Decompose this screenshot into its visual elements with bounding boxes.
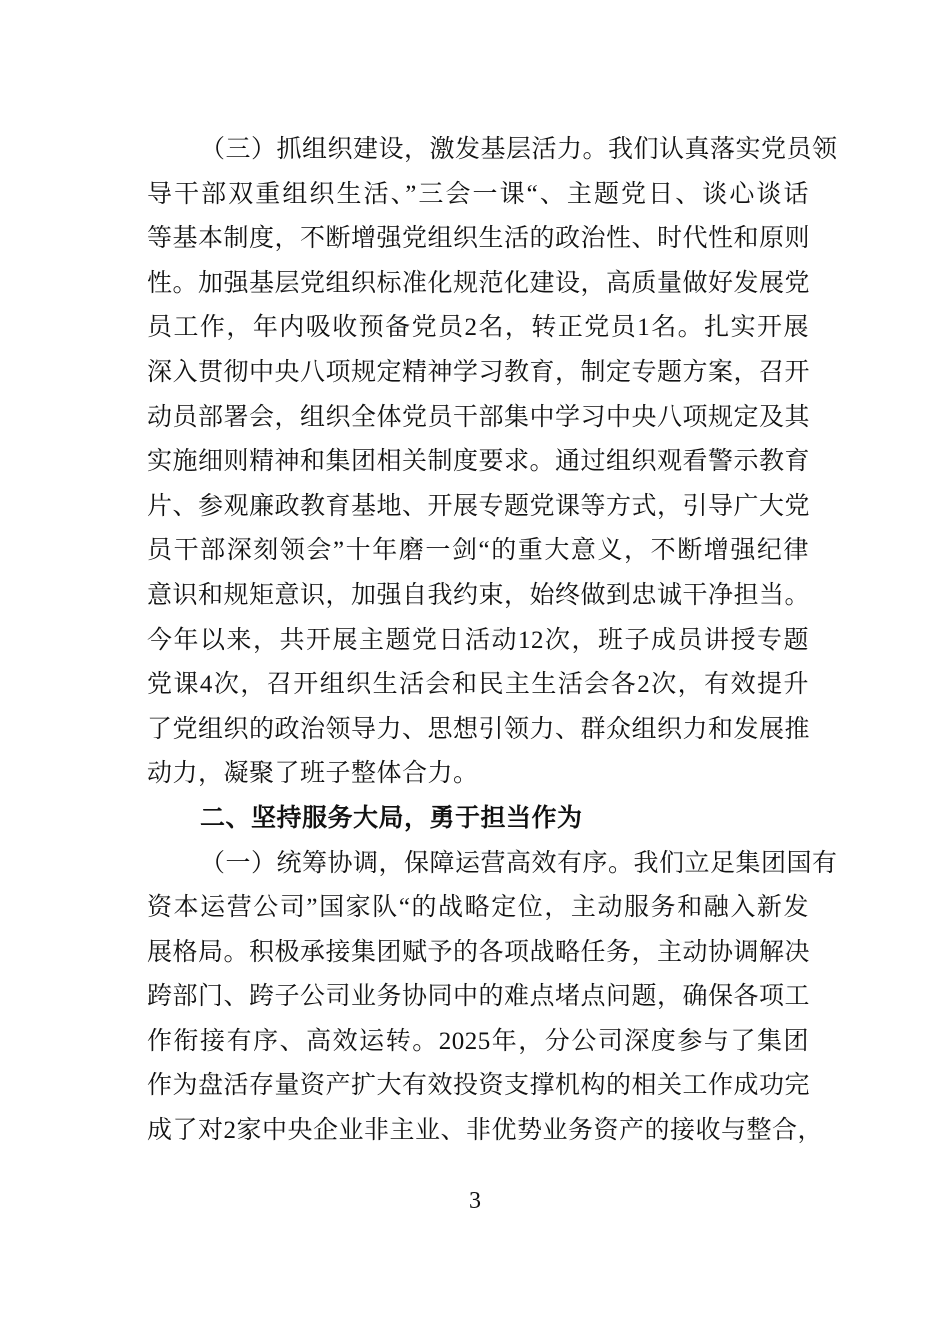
text-line: （三）抓组织建设，激发基层活力。我们认真落实党员领 bbox=[200, 136, 838, 163]
text-line: 作衔接有序、高效运转。2025年，分公司深度参与了集团 bbox=[147, 1027, 809, 1055]
text-line: 员干部深刻领会”十年磨一剑“的重大意义，不断增强纪律 bbox=[147, 537, 809, 565]
text-line: 意识和规矩意识，加强自我约束，始终做到忠诚干净担当。 bbox=[147, 581, 811, 609]
text-line: 片、参观廉政教育基地、开展专题党课等方式，引导广大党 bbox=[147, 492, 811, 520]
text-line: 动员部署会，组织全体党员干部集中学习中央八项规定及其 bbox=[147, 403, 811, 431]
text-line: 今年以来，共开展主题党日活动12次，班子成员讲授专题 bbox=[147, 626, 809, 654]
text-line: 跨部门、跨子公司业务协同中的难点堵点问题，确保各项工 bbox=[147, 983, 811, 1011]
section-heading bbox=[147, 797, 809, 842]
paragraph bbox=[147, 842, 838, 1154]
paragraph bbox=[147, 128, 838, 797]
text-line: 等基本制度，不断增强党组织生活的政治性、时代性和原则 bbox=[147, 225, 811, 253]
text-line: 作为盘活存量资产扩大有效投资支撑机构的相关工作成功完 bbox=[147, 1072, 811, 1100]
page-number: 3 bbox=[469, 1188, 481, 1214]
text-line: （一）统筹协调，保障运营高效有序。我们立足集团国有 bbox=[200, 849, 838, 877]
text-line: 了党组织的政治领导力、思想引领力、群众组织力和发展推 bbox=[147, 715, 811, 743]
text-line: 导干部双重组织生活、”三会一课“、主题党日、谈心谈话 bbox=[147, 180, 809, 208]
text-line: 员工作，年内吸收预备党员2名，转正党员1名。扎实开展 bbox=[147, 314, 809, 342]
text-line: 展格局。积极承接集团赋予的各项战略任务，主动协调解决 bbox=[147, 938, 811, 966]
text-line: 实施细则精神和集团相关制度要求。通过组织观看警示教育 bbox=[147, 448, 811, 476]
text-line: 动力，凝聚了班子整体合力。 bbox=[147, 760, 479, 788]
text-line: 二、坚持服务大局，勇于担当作为 bbox=[200, 804, 583, 832]
text-line: 深入贯彻中央八项规定精神学习教育，制定专题方案，召开 bbox=[147, 358, 811, 386]
document-body bbox=[147, 128, 838, 1154]
text-line: 资本运营公司”国家队“的战略定位，主动服务和融入新发 bbox=[147, 894, 809, 922]
text-line: 成了对2家中央企业非主业、非优势业务资产的接收与整合， bbox=[147, 1117, 824, 1145]
text-line: 性。加强基层党组织标准化规范化建设，高质量做好发展党 bbox=[147, 269, 811, 297]
text-line: 党课4次，召开组织生活会和民主生活会各2次，有效提升 bbox=[147, 671, 809, 699]
